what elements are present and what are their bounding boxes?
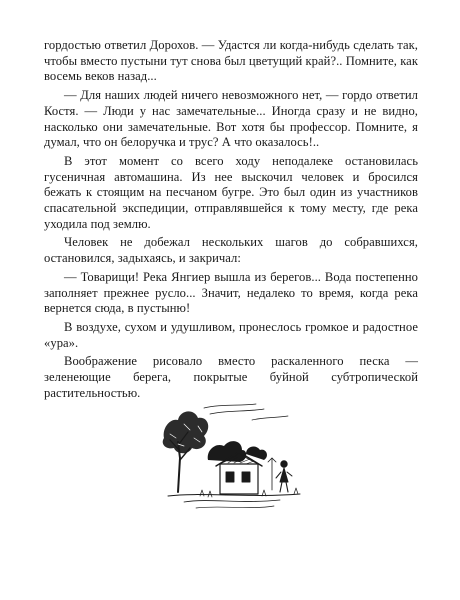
paragraph-4: Человек не добежал нескольких шагов до собравшихся, остановился, задыхаясь, и закричал: <box>44 235 418 266</box>
paragraph-2: — Для наших людей ничего невозможного нет, — гордо ответил Костя. — Люди у нас замечательные... Иногда сразу и не видно, насколько они замечательные. Вот хотя бы профессор. Помните, я думал, что он белоручка и трус? А что оказалось!.. <box>44 88 418 150</box>
landscape-sketch-icon <box>160 398 310 516</box>
paragraph-3: В этот момент со всего ходу неподалеке остановилась гусеничная автомашина. Из нее выскочил человек и бросился бежать к стоящим на песчаном бугре. Это был один из участников спасательной экспедиции, отправлявшейся к тому месту, где река уходила под землю. <box>44 153 418 231</box>
paragraph-6: В воздухе, сухом и удушливом, пронеслось громкое и радостное «ура». <box>44 319 418 350</box>
body-text <box>44 38 418 404</box>
paragraph-1: гордостью ответил Дорохов. — Удастся ли когда-нибудь сделать так, чтобы вместо пустыни тут снова был цветущий край?.. Помните, как восемь веков назад... <box>44 38 418 84</box>
paragraph-5: — Товарищи! Река Янгиер вышла из берегов... Вода постепенно заполняет прежнее русло... Значит, недалеко то время, когда река вернется сюда, в пустыню! <box>44 269 418 316</box>
paragraph-7: Воображение рисовало вместо раскаленного песка — зеленеющие берега, покрытые буйной субтропической растительностью. <box>44 354 418 400</box>
